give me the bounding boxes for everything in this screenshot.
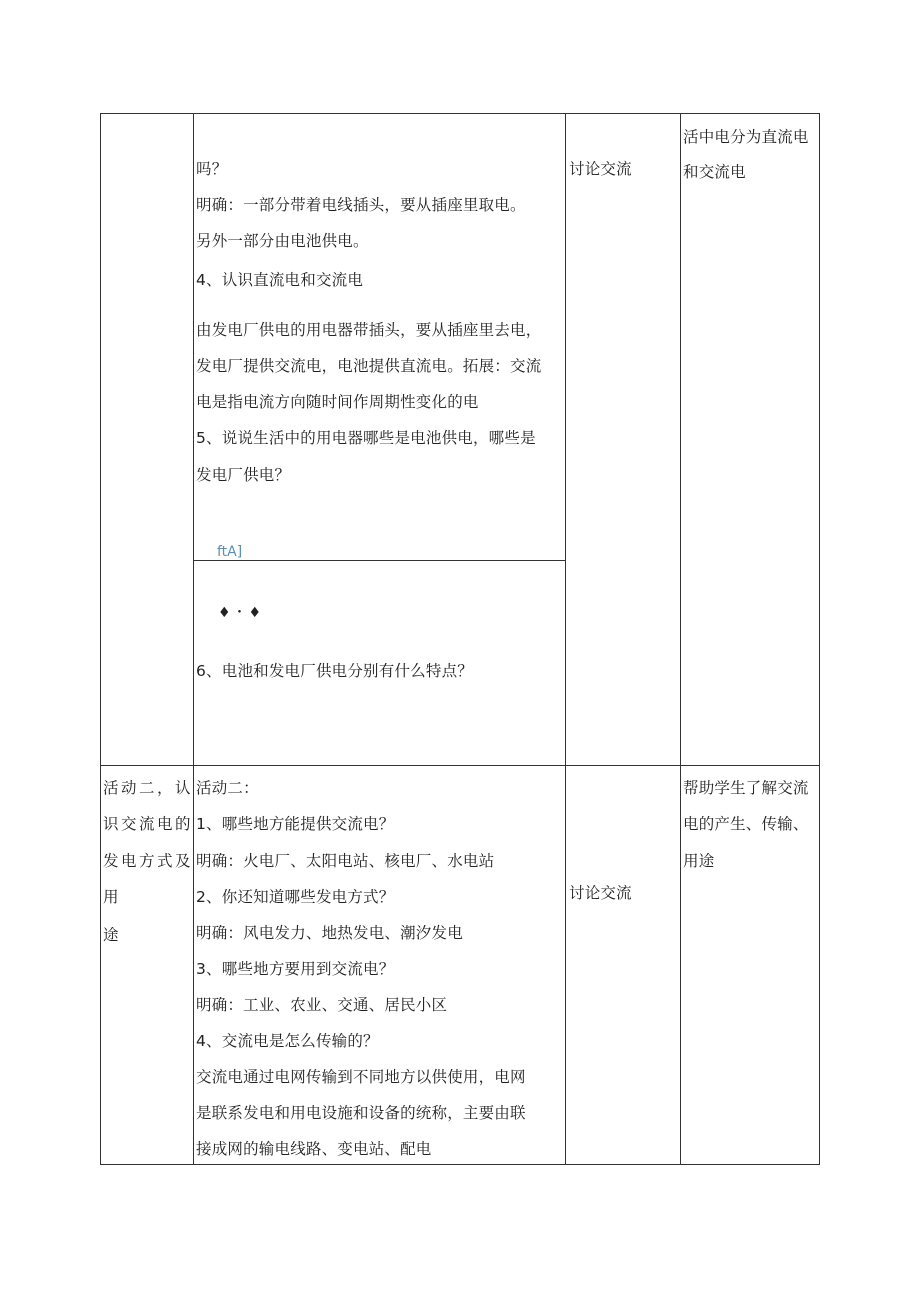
row2-content-line: 明确：工业、农业、交通、居民小区 xyxy=(196,996,448,1014)
row2-content-line: 交流电通过电网传输到不同地方以供使用，电网 xyxy=(196,1068,526,1086)
row1-question-6: 6、电池和发电厂供电分别有什么特点？ xyxy=(196,662,473,680)
row1-content-line: 发电厂供电？ xyxy=(196,466,291,484)
table-bottom-border xyxy=(100,1164,820,1165)
stray-mark: ftA] xyxy=(217,544,243,560)
row2-purpose-line: 用途 xyxy=(683,852,715,870)
row2-content-line: 3、哪些地方要用到交流电？ xyxy=(196,960,395,978)
row2-activity-label-line: 发电方式及 xyxy=(103,852,194,870)
row2-content-line: 是联系发电和用电设施和设备的统称，主要由联 xyxy=(196,1104,526,1122)
row1-content-line: 明确：一部分带着电线插头，要从插座里取电。 xyxy=(196,196,526,214)
row2-content-line: 1、哪些地方能提供交流电？ xyxy=(196,815,395,833)
table-top-border xyxy=(100,113,820,114)
inner-cell-divider xyxy=(193,560,565,561)
row-divider xyxy=(100,765,820,766)
row2-content-line: 接成网的输电线路、变电站、配电 xyxy=(196,1140,432,1158)
row2-activity-label-line: 途 xyxy=(103,926,119,944)
row2-activity-label-line: 识交流电的 xyxy=(103,815,194,833)
row1-purpose-line: 和交流电 xyxy=(683,163,746,181)
column-divider-3 xyxy=(680,113,681,1165)
row1-content-line: 电是指电流方向随时间作周期性变化的电 xyxy=(196,393,479,411)
row1-content-line: 由发电厂供电的用电器带插头，要从插座里去电， xyxy=(196,321,542,339)
table-left-border xyxy=(100,113,101,1165)
row2-activity-label-line: 活动二，认 xyxy=(103,779,194,797)
row2-content-line: 活动二： xyxy=(196,779,259,797)
column-divider-2 xyxy=(565,113,566,1165)
row2-content-line: 2、你还知道哪些发电方式？ xyxy=(196,888,395,906)
row2-content-line: 明确：风电发力、地热发电、潮汐发电 xyxy=(196,924,463,942)
column-divider-1 xyxy=(193,113,194,1165)
row1-content-line: 5、说说生活中的用电器哪些是电池供电，哪些是 xyxy=(196,429,536,447)
row1-content-line: 吗？ xyxy=(196,160,228,178)
row2-purpose-line: 电的产生、传输、 xyxy=(683,815,809,833)
row1-content-line: 另外一部分由电池供电。 xyxy=(196,232,369,250)
row1-method: 讨论交流 xyxy=(569,160,632,178)
row2-content-line: 明确：火电厂、太阳电站、核电厂、水电站 xyxy=(196,852,495,870)
bullet-dots: ♦・♦ xyxy=(218,605,264,621)
row1-purpose-line: 活中电分为直流电 xyxy=(683,128,809,146)
row2-activity-label-line: 用 xyxy=(103,888,119,906)
row2-content-line: 4、交流电是怎么传输的？ xyxy=(196,1032,379,1050)
row1-content-line: 发电厂提供交流电，电池提供直流电。拓展：交流 xyxy=(196,357,542,375)
row2-method: 讨论交流 xyxy=(569,884,632,902)
table-right-border xyxy=(819,113,820,1165)
row2-purpose-line: 帮助学生了解交流 xyxy=(683,779,809,797)
row1-content-line: 4、认识直流电和交流电 xyxy=(196,271,364,289)
